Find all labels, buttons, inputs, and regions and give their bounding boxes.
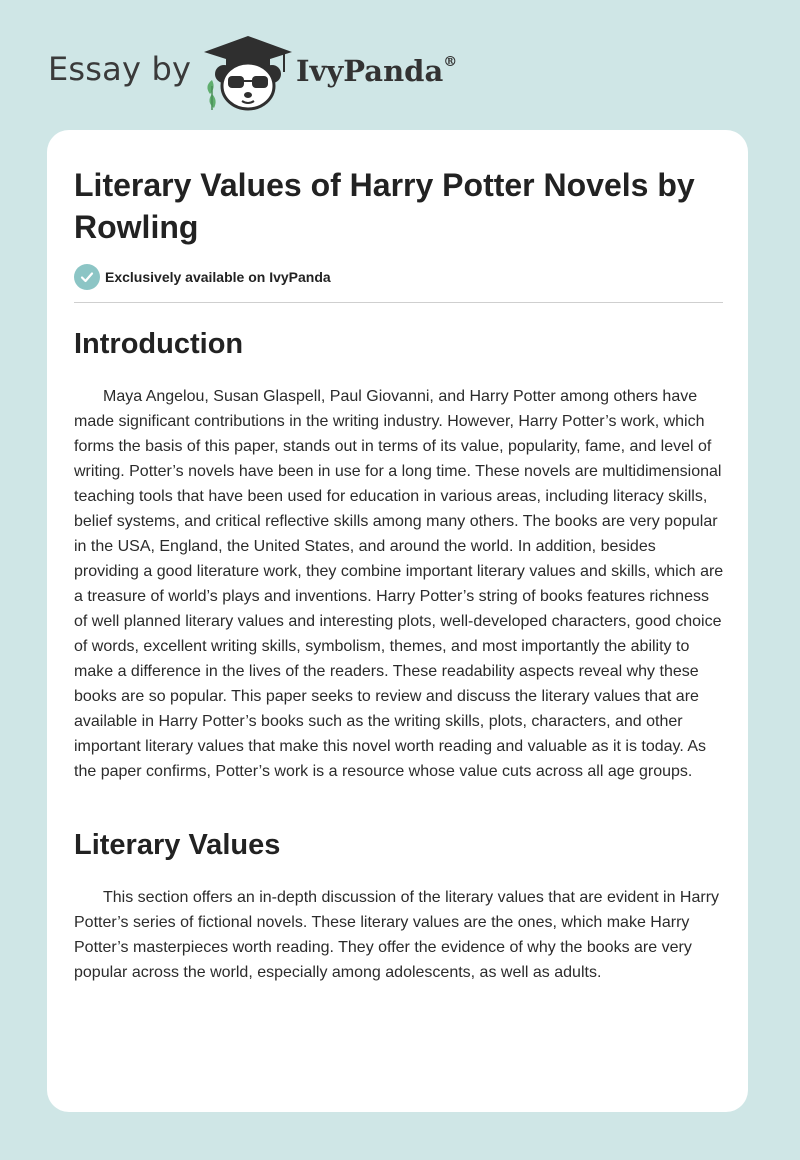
site-header (48, 34, 568, 114)
section-text-introduction: Maya Angelou, Susan Glaspell, Paul Giovanni, and Harry Potter among others have made significant contributions in the writing industry. However, Harry Potter’s work, which forms the basis of this paper, stands out in terms of its value, popularity, fame, and level of writing. Potter’s novels have been in use for a long time. These novels are multidimensional teaching tools that have been used for education in various areas, including literacy skills, belief systems, and critical reflective skills among many others. The books are very popular in the USA, England, the United States, and around the world. In addition, besides providing a good literature work, they combine important literary values and skills, which are a treasure of world’s plays and inventions. Harry Potter’s string of books features richness of well planned literary values and interesting plots, well-developed characters, good choice of words, excellent writing skills, symbolism, themes, and most importantly the ability to make a difference in the lives of the readers. These readability aspects reveal why these books are so popular. This paper seeks to review and discuss the literary values that are available in Harry Potter’s books such as the writing skills, plots, characters, and other important literary values that make this novel worth reading and valuable as it is today. As the paper confirms, Potter’s work is a resource whose value cuts across all age groups. (74, 388, 724, 780)
exclusive-badge (74, 263, 331, 291)
brand-label: IvyPanda (296, 54, 444, 88)
brand-name[interactable] (296, 54, 457, 88)
essay-by-label: Essay by (48, 50, 192, 88)
essay-card (47, 130, 748, 1112)
essay-title: Literary Values of Harry Potter Novels by Rowling (74, 167, 695, 245)
section-heading-introduction: Introduction (74, 328, 244, 360)
registered-mark: ® (443, 54, 458, 71)
badge-label: Exclusively available on IvyPanda (105, 269, 331, 285)
section-heading-literary-values: Literary Values (74, 829, 281, 861)
divider (74, 302, 723, 303)
section-text-literary-values: This section offers an in-depth discussion of the literary values that are evident in Harry Potter’s series of fictional novels. These literary values are the ones, which make Harry Potter’s masterpieces worth reading. They offer the evidence of why the books are very popular across the world, especially among adolescents, as well as adults. (74, 889, 720, 981)
panda-logo-icon[interactable] (200, 34, 296, 112)
check-circle-icon (74, 264, 100, 290)
